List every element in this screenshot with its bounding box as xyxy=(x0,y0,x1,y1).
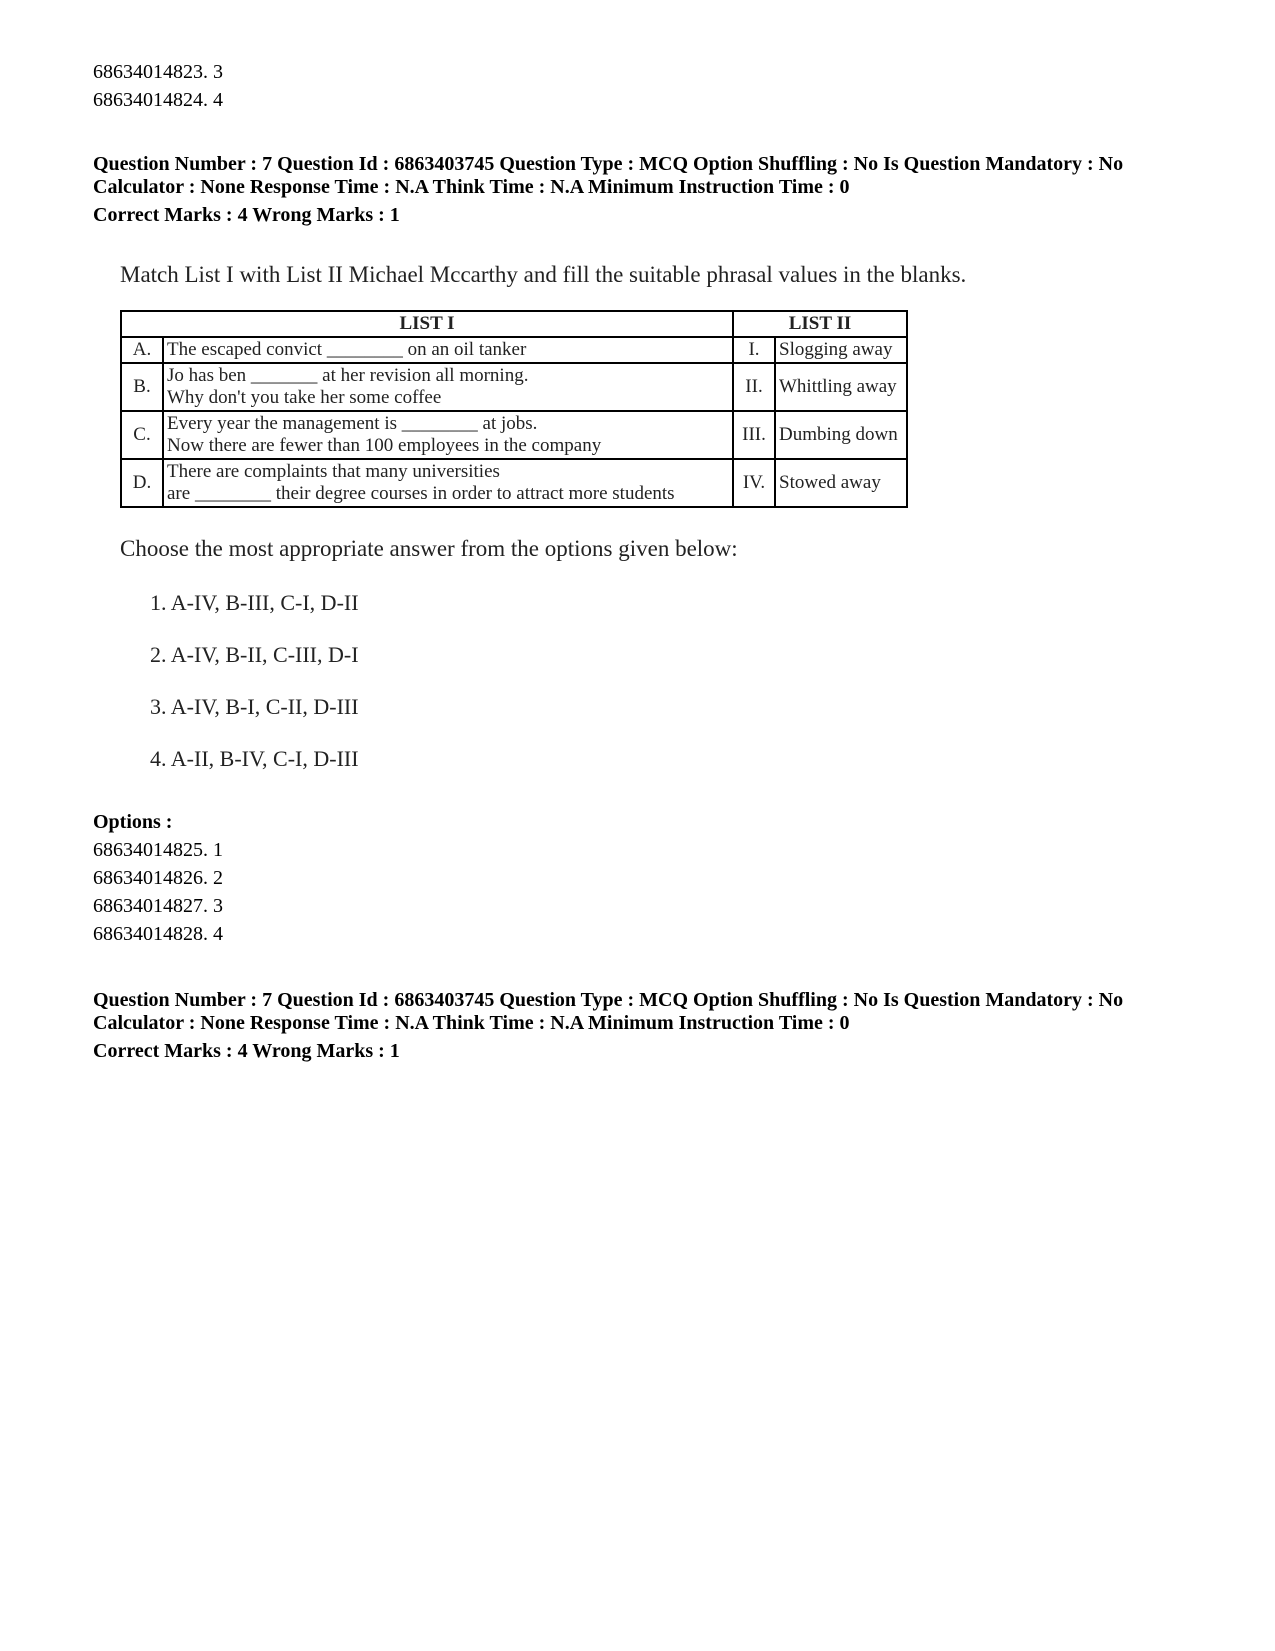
row-phrase: Whittling away xyxy=(775,363,907,411)
row-numeral: II. xyxy=(733,363,775,411)
match-table xyxy=(120,310,908,508)
sentence-line: Every year the management is ________ at jobs. xyxy=(167,413,538,434)
row-sentence xyxy=(163,337,733,363)
row-phrase: Dumbing down xyxy=(775,411,907,459)
row-numeral: III. xyxy=(733,411,775,459)
question-marks: Correct Marks : 4 Wrong Marks : 1 xyxy=(93,204,400,226)
sentence-line: Why don't you take her some coffee xyxy=(167,387,442,408)
previous-option-3: 68634014823. 3 xyxy=(93,61,223,83)
row-letter: B. xyxy=(121,363,163,411)
next-question-marks: Correct Marks : 4 Wrong Marks : 1 xyxy=(93,1040,400,1062)
question-header-line2: Calculator : None Response Time : N.A Think Time : N.A Minimum Instruction Time : 0 xyxy=(93,176,850,198)
previous-option-4: 68634014824. 4 xyxy=(93,89,223,111)
next-question-header-line1: Question Number : 7 Question Id : 6863403745 Question Type : MCQ Option Shuffling : No Is Question Mandatory : No xyxy=(93,989,1124,1011)
sentence-line: are ________ their degree courses in order to attract more students xyxy=(167,483,675,504)
sentence-line: Jo has ben _______ at her revision all morning. xyxy=(167,365,529,386)
options-label: Options : xyxy=(93,811,173,833)
option-4: 68634014828. 4 xyxy=(93,923,223,945)
option-1: 68634014825. 1 xyxy=(93,839,223,861)
row-letter: A. xyxy=(121,337,163,363)
row-sentence xyxy=(163,459,733,507)
next-question-header-line2: Calculator : None Response Time : N.A Think Time : N.A Minimum Instruction Time : 0 xyxy=(93,1012,850,1034)
question-image xyxy=(100,250,1020,800)
row-letter: C. xyxy=(121,411,163,459)
row-phrase: Slogging away xyxy=(775,337,907,363)
answer-choice-1: 1. A-IV, B-III, C-I, D-II xyxy=(150,590,359,615)
list1-header: LIST I xyxy=(121,311,733,337)
sentence-line: There are complaints that many universities xyxy=(167,461,500,482)
answer-choice-3: 3. A-IV, B-I, C-II, D-III xyxy=(150,694,359,719)
match-row-a xyxy=(121,337,907,363)
question-header-line1: Question Number : 7 Question Id : 6863403745 Question Type : MCQ Option Shuffling : No Is Question Mandatory : No xyxy=(93,153,1124,175)
answer-choice-2: 2. A-IV, B-II, C-III, D-I xyxy=(150,642,359,667)
row-sentence xyxy=(163,363,733,411)
option-2: 68634014826. 2 xyxy=(93,867,223,889)
row-numeral: IV. xyxy=(733,459,775,507)
row-phrase: Stowed away xyxy=(775,459,907,507)
row-letter: D. xyxy=(121,459,163,507)
row-numeral: I. xyxy=(733,337,775,363)
match-row-b xyxy=(121,363,907,411)
choose-instruction: Choose the most appropriate answer from the options given below: xyxy=(120,536,738,561)
match-table-header xyxy=(121,311,907,337)
match-row-c xyxy=(121,411,907,459)
option-3: 68634014827. 3 xyxy=(93,895,223,917)
question-instruction: Match List I with List II Michael Mccarthy and fill the suitable phrasal values in the blanks. xyxy=(120,262,967,287)
answer-choice-4: 4. A-II, B-IV, C-I, D-III xyxy=(150,746,359,771)
list2-header: LIST II xyxy=(733,311,907,337)
match-row-d xyxy=(121,459,907,507)
sentence-line: Now there are fewer than 100 employees in the company xyxy=(167,435,602,456)
sentence-line: The escaped convict ________ on an oil tanker xyxy=(167,339,527,360)
row-sentence xyxy=(163,411,733,459)
